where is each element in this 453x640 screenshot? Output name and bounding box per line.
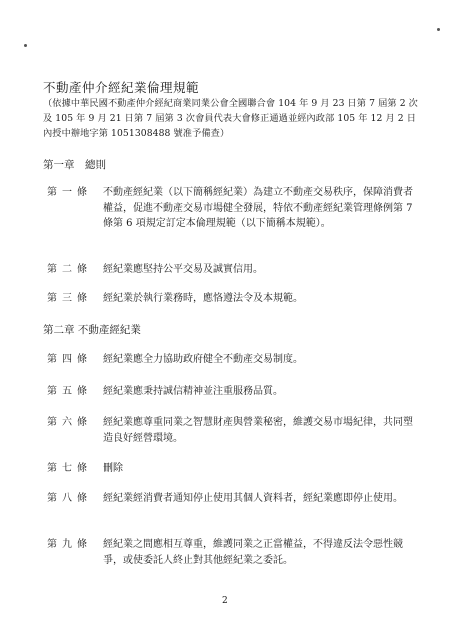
article-text: 刪除 xyxy=(103,463,123,474)
article-5 xyxy=(47,384,417,400)
article-1 xyxy=(47,185,417,232)
article-9 xyxy=(47,537,417,568)
article-3 xyxy=(47,291,417,307)
article-label: 第四條 xyxy=(47,354,92,365)
approval-note: （依據中華民國不動產仲介經紀商業同業公會全國聯合會 104 年 9 月 23 日第 7 屆第 2 次及 105 年 9 月 21 日第 7 屆第 3 次會員代表大會修正通過並經內政部 105 年 12 月 2 日內授中辦地字第 1051308488 號准予備查） xyxy=(43,98,418,139)
article-8 xyxy=(47,491,417,507)
chapter-1-heading: 第一章 總則 xyxy=(43,159,106,171)
article-4 xyxy=(47,352,417,368)
scan-mark xyxy=(24,44,27,47)
article-label: 第七條 xyxy=(47,463,92,474)
article-label: 第八條 xyxy=(47,493,92,504)
chapter-2-heading: 第二章 不動產經紀業 xyxy=(43,324,141,336)
article-text: 經紀業之間應相互尊重，維護同業之正當權益，不得違反法令惡性競爭，或使委託人終止對其他經紀業之委託。 xyxy=(103,539,403,566)
article-text: 經紀業應堅持公平交易及誠實信用。 xyxy=(103,264,263,275)
article-7 xyxy=(47,461,417,477)
article-text: 經紀業應秉持誠信精神並注重服務品質。 xyxy=(103,386,283,397)
article-6 xyxy=(47,415,417,446)
document-title: 不動產仲介經紀業倫理規範 xyxy=(43,80,200,95)
article-text: 經紀業於執行業務時，應恪遵法令及本規範。 xyxy=(103,293,303,304)
scan-mark xyxy=(437,28,440,31)
article-label: 第九條 xyxy=(47,539,92,550)
article-2 xyxy=(47,262,417,278)
article-label: 第三條 xyxy=(47,293,92,304)
article-label: 第六條 xyxy=(47,417,92,428)
article-label: 第一條 xyxy=(47,187,92,198)
article-text: 經紀業應尊重同業之智慧財產與營業秘密，維護交易市場紀律，共同塑造良好經營環境。 xyxy=(103,417,413,444)
article-text: 經紀業應全力協助政府健全不動產交易制度。 xyxy=(103,354,303,365)
page-number: 2 xyxy=(222,596,228,606)
article-label: 第二條 xyxy=(47,264,92,275)
article-label: 第五條 xyxy=(47,386,92,397)
article-text: 不動產經紀業（以下簡稱經紀業）為建立不動產交易秩序，保障消費者權益，促進不動產交易市場健全發展，特依不動產經紀業管理條例第 7 條第 6 項規定訂定本倫理規範（以下簡稱本規範）。 xyxy=(103,187,413,229)
article-text: 經紀業經消費者通知停止使用其個人資料者，經紀業應即停止使用。 xyxy=(103,493,403,504)
